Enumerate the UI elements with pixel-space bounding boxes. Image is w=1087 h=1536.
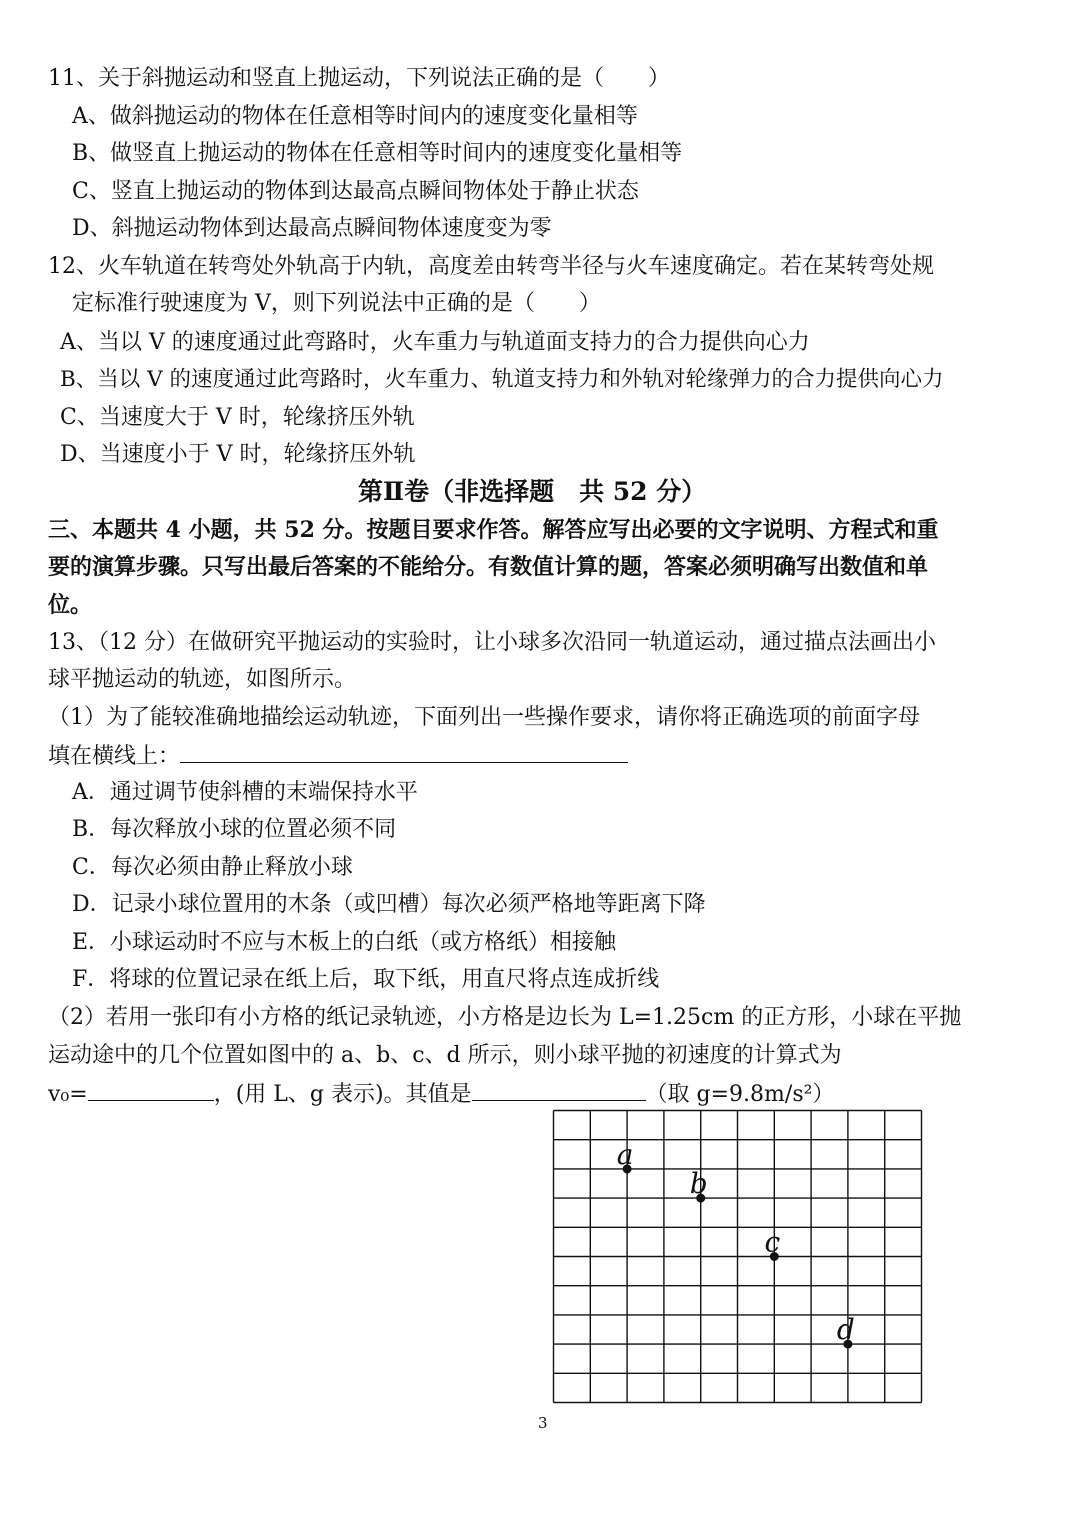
- point-label-a: a: [616, 1137, 634, 1171]
- q13-option-a: A．通过调节使斜槽的末端保持水平: [72, 780, 418, 805]
- q11-stem: 11、关于斜抛运动和竖直上抛运动，下列说法正确的是（ ）: [48, 66, 670, 91]
- q13-option-f: F．将球的位置记录在纸上后，取下纸，用直尺将点连成折线: [72, 967, 660, 992]
- section3-instruction-line3: 位。: [48, 592, 93, 618]
- q13-option-b: B．每次释放小球的位置必须不同: [72, 817, 397, 842]
- q13-option-c: C．每次必须由静止释放小球: [72, 855, 353, 880]
- q13-part2-mid: ，(用 L、g 表示)。其值是: [213, 1082, 472, 1107]
- v0-formula-blank[interactable]: [88, 1078, 214, 1101]
- q11-option-b: B、做竖直上抛运动的物体在任意相等时间内的速度变化量相等: [72, 141, 683, 166]
- q13-option-d: D．记录小球位置用的木条（或凹槽）每次必须严格地等距离下降: [72, 892, 706, 917]
- q12-stem-line1: 12、火车轨道在转弯处外轨高于内轨，高度差由转弯半径与火车速度确定。若在某转弯处规: [48, 254, 934, 279]
- q13-part1-prompt: 填在横线上：: [48, 744, 181, 769]
- q11-option-a: A、做斜抛运动的物体在任意相等时间内的速度变化量相等: [72, 104, 638, 129]
- q11-option-d: D、斜抛运动物体到达最高点瞬间物体速度变为零: [72, 216, 552, 241]
- point-label-d: d: [836, 1313, 855, 1347]
- section3-instruction-line1: 三、本题共 4 小题，共 52 分。按题目要求作答。解答应写出必要的文字说明、方程式和重: [48, 517, 939, 543]
- q13-stem-line2: 球平抛运动的轨迹，如图所示。: [48, 667, 357, 692]
- q11-option-c: C、竖直上抛运动的物体到达最高点瞬间物体处于静止状态: [72, 179, 639, 204]
- q12-option-a: A、当以 V 的速度通过此弯路时，火车重力与轨道面支持力的合力提供向心力: [60, 330, 810, 355]
- q13-part1-line1: （1）为了能较准确地描绘运动轨迹，下面列出一些操作要求，请你将正确选项的前面字母: [48, 705, 921, 730]
- q13-part2-line2: 运动途中的几个位置如图中的 a、b、c、d 所示，则小球平抛的初速度的计算式为: [48, 1043, 842, 1068]
- q13-part2-line3: [48, 1078, 834, 1110]
- section3-instruction-line2: 要的演算步骤。只写出最后答案的不能给分。有数值计算的题，答案必须明确写出数值和单: [48, 554, 929, 580]
- q12-stem-line2: 定标准行驶速度为 V，则下列说法中正确的是（ ）: [72, 291, 601, 316]
- point-label-c: c: [764, 1225, 781, 1259]
- trajectory-grid: [552, 1109, 924, 1405]
- q12-option-d: D、当速度小于 V 时，轮缘挤压外轨: [60, 442, 416, 467]
- q13-part1-answer-blank[interactable]: [180, 740, 628, 763]
- point-label-b: b: [689, 1167, 708, 1201]
- v0-value-blank[interactable]: [472, 1078, 646, 1101]
- section2-title: 第Ⅱ卷（非选择题 共 52 分）: [358, 477, 707, 506]
- q12-option-b: B、当以 V 的速度通过此弯路时，火车重力、轨道支持力和外轨对轮缘弹力的合力提供向心力: [60, 367, 944, 392]
- q13-part1-line2: [48, 740, 628, 772]
- q13-part2-end: （取 g=9.8m/s²）: [645, 1082, 835, 1107]
- v0-label: v₀=: [48, 1082, 88, 1107]
- page-number: 3: [538, 1414, 548, 1432]
- q13-stem-line1: 13、（12 分）在做研究平抛运动的实验时，让小球多次沿同一轨道运动，通过描点法画出小: [48, 630, 936, 655]
- q12-option-c: C、当速度大于 V 时，轮缘挤压外轨: [60, 405, 415, 430]
- q13-part2-line1: （2）若用一张印有小方格的纸记录轨迹，小方格是边长为 L=1.25cm 的正方形，小球在平抛: [48, 1005, 962, 1030]
- q13-option-e: E．小球运动时不应与木板上的白纸（或方格纸）相接触: [72, 930, 617, 955]
